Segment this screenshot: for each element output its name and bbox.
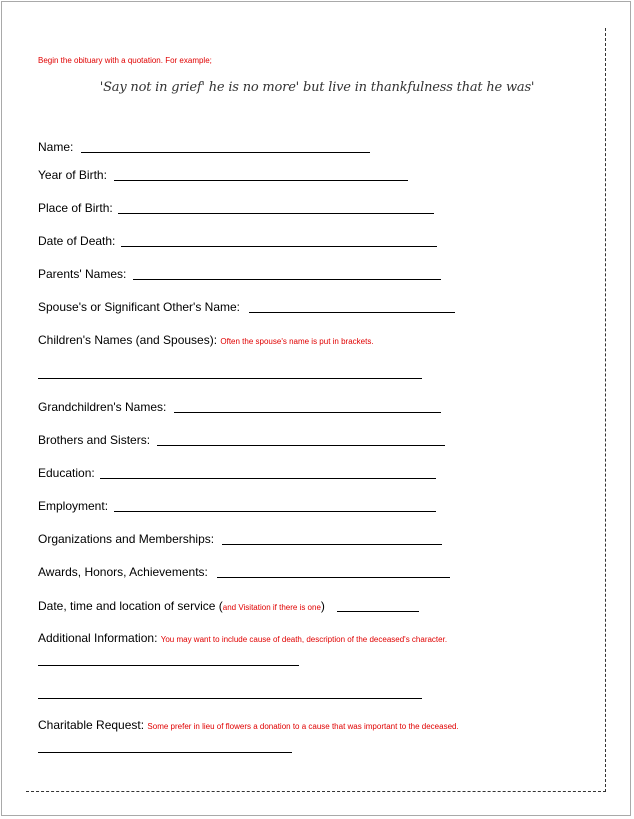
- additional-line-2[interactable]: [38, 698, 422, 699]
- siblings-label: Brothers and Sisters:: [38, 433, 151, 447]
- additional-note: You may want to include cause of death, description of the deceased's character.: [160, 635, 448, 644]
- spouse-label: Spouse's or Significant Other's Name:: [38, 300, 241, 314]
- name-label: Name:: [38, 140, 74, 154]
- date-of-death-line[interactable]: [121, 246, 437, 247]
- parents-names-label: Parents' Names:: [38, 267, 127, 281]
- parents-names-line[interactable]: [133, 279, 441, 280]
- date-of-death-field: [38, 234, 115, 248]
- name-line[interactable]: [81, 152, 370, 153]
- organizations-field: [38, 532, 214, 546]
- awards-line[interactable]: [217, 577, 450, 578]
- siblings-field: [38, 433, 150, 447]
- employment-label: Employment:: [38, 499, 109, 513]
- additional-label: Additional Information:: [38, 631, 158, 645]
- service-paren-close: ): [320, 599, 325, 613]
- awards-label: Awards, Honors, Achievements:: [38, 565, 208, 579]
- children-label: Children's Names (and Spouses):: [38, 333, 218, 347]
- quotation: 'Say not in grief' he is no more' but live in thankfulness that he was': [99, 80, 535, 95]
- year-of-birth-label: Year of Birth:: [38, 168, 107, 182]
- grandchildren-line[interactable]: [174, 412, 441, 413]
- service-note: and Visitation if there is one: [222, 603, 321, 612]
- place-of-birth-label: Place of Birth:: [38, 201, 113, 215]
- organizations-line[interactable]: [222, 544, 442, 545]
- place-of-birth-field: [38, 201, 113, 215]
- right-margin-guide: [605, 28, 606, 792]
- bottom-margin-guide: [26, 791, 606, 792]
- intro-note: Begin the obituary with a quotation. For example;: [38, 56, 212, 65]
- charitable-note: Some prefer in lieu of flowers a donation to a cause that was important to the deceased.: [147, 722, 459, 731]
- organizations-label: Organizations and Memberships:: [38, 532, 215, 546]
- year-of-birth-line[interactable]: [114, 180, 408, 181]
- children-line[interactable]: [38, 378, 422, 379]
- education-field: [38, 466, 95, 480]
- charitable-field: [38, 718, 459, 732]
- name-field: [38, 140, 73, 154]
- grandchildren-field: [38, 400, 166, 414]
- siblings-line[interactable]: [157, 445, 445, 446]
- children-field: [38, 333, 374, 347]
- spouse-line[interactable]: [249, 312, 455, 313]
- charitable-label: Charitable Request:: [38, 718, 145, 732]
- education-line[interactable]: [100, 478, 436, 479]
- children-note: Often the spouse's name is put in brackets.: [220, 337, 374, 346]
- awards-field: [38, 565, 208, 579]
- parents-names-field: [38, 267, 126, 281]
- year-of-birth-field: [38, 168, 107, 182]
- employment-field: [38, 499, 108, 513]
- service-line[interactable]: [337, 611, 419, 612]
- service-label: Date, time and location of service: [38, 599, 216, 613]
- education-label: Education:: [38, 466, 95, 480]
- additional-line-1[interactable]: [38, 665, 299, 666]
- service-paren-open: (: [218, 599, 223, 613]
- employment-line[interactable]: [114, 511, 436, 512]
- grandchildren-label: Grandchildren's Names:: [38, 400, 167, 414]
- service-field: [38, 599, 325, 613]
- charitable-line[interactable]: [38, 752, 292, 753]
- additional-field: [38, 631, 447, 645]
- place-of-birth-line[interactable]: [118, 213, 434, 214]
- spouse-field: [38, 300, 240, 314]
- date-of-death-label: Date of Death:: [38, 234, 116, 248]
